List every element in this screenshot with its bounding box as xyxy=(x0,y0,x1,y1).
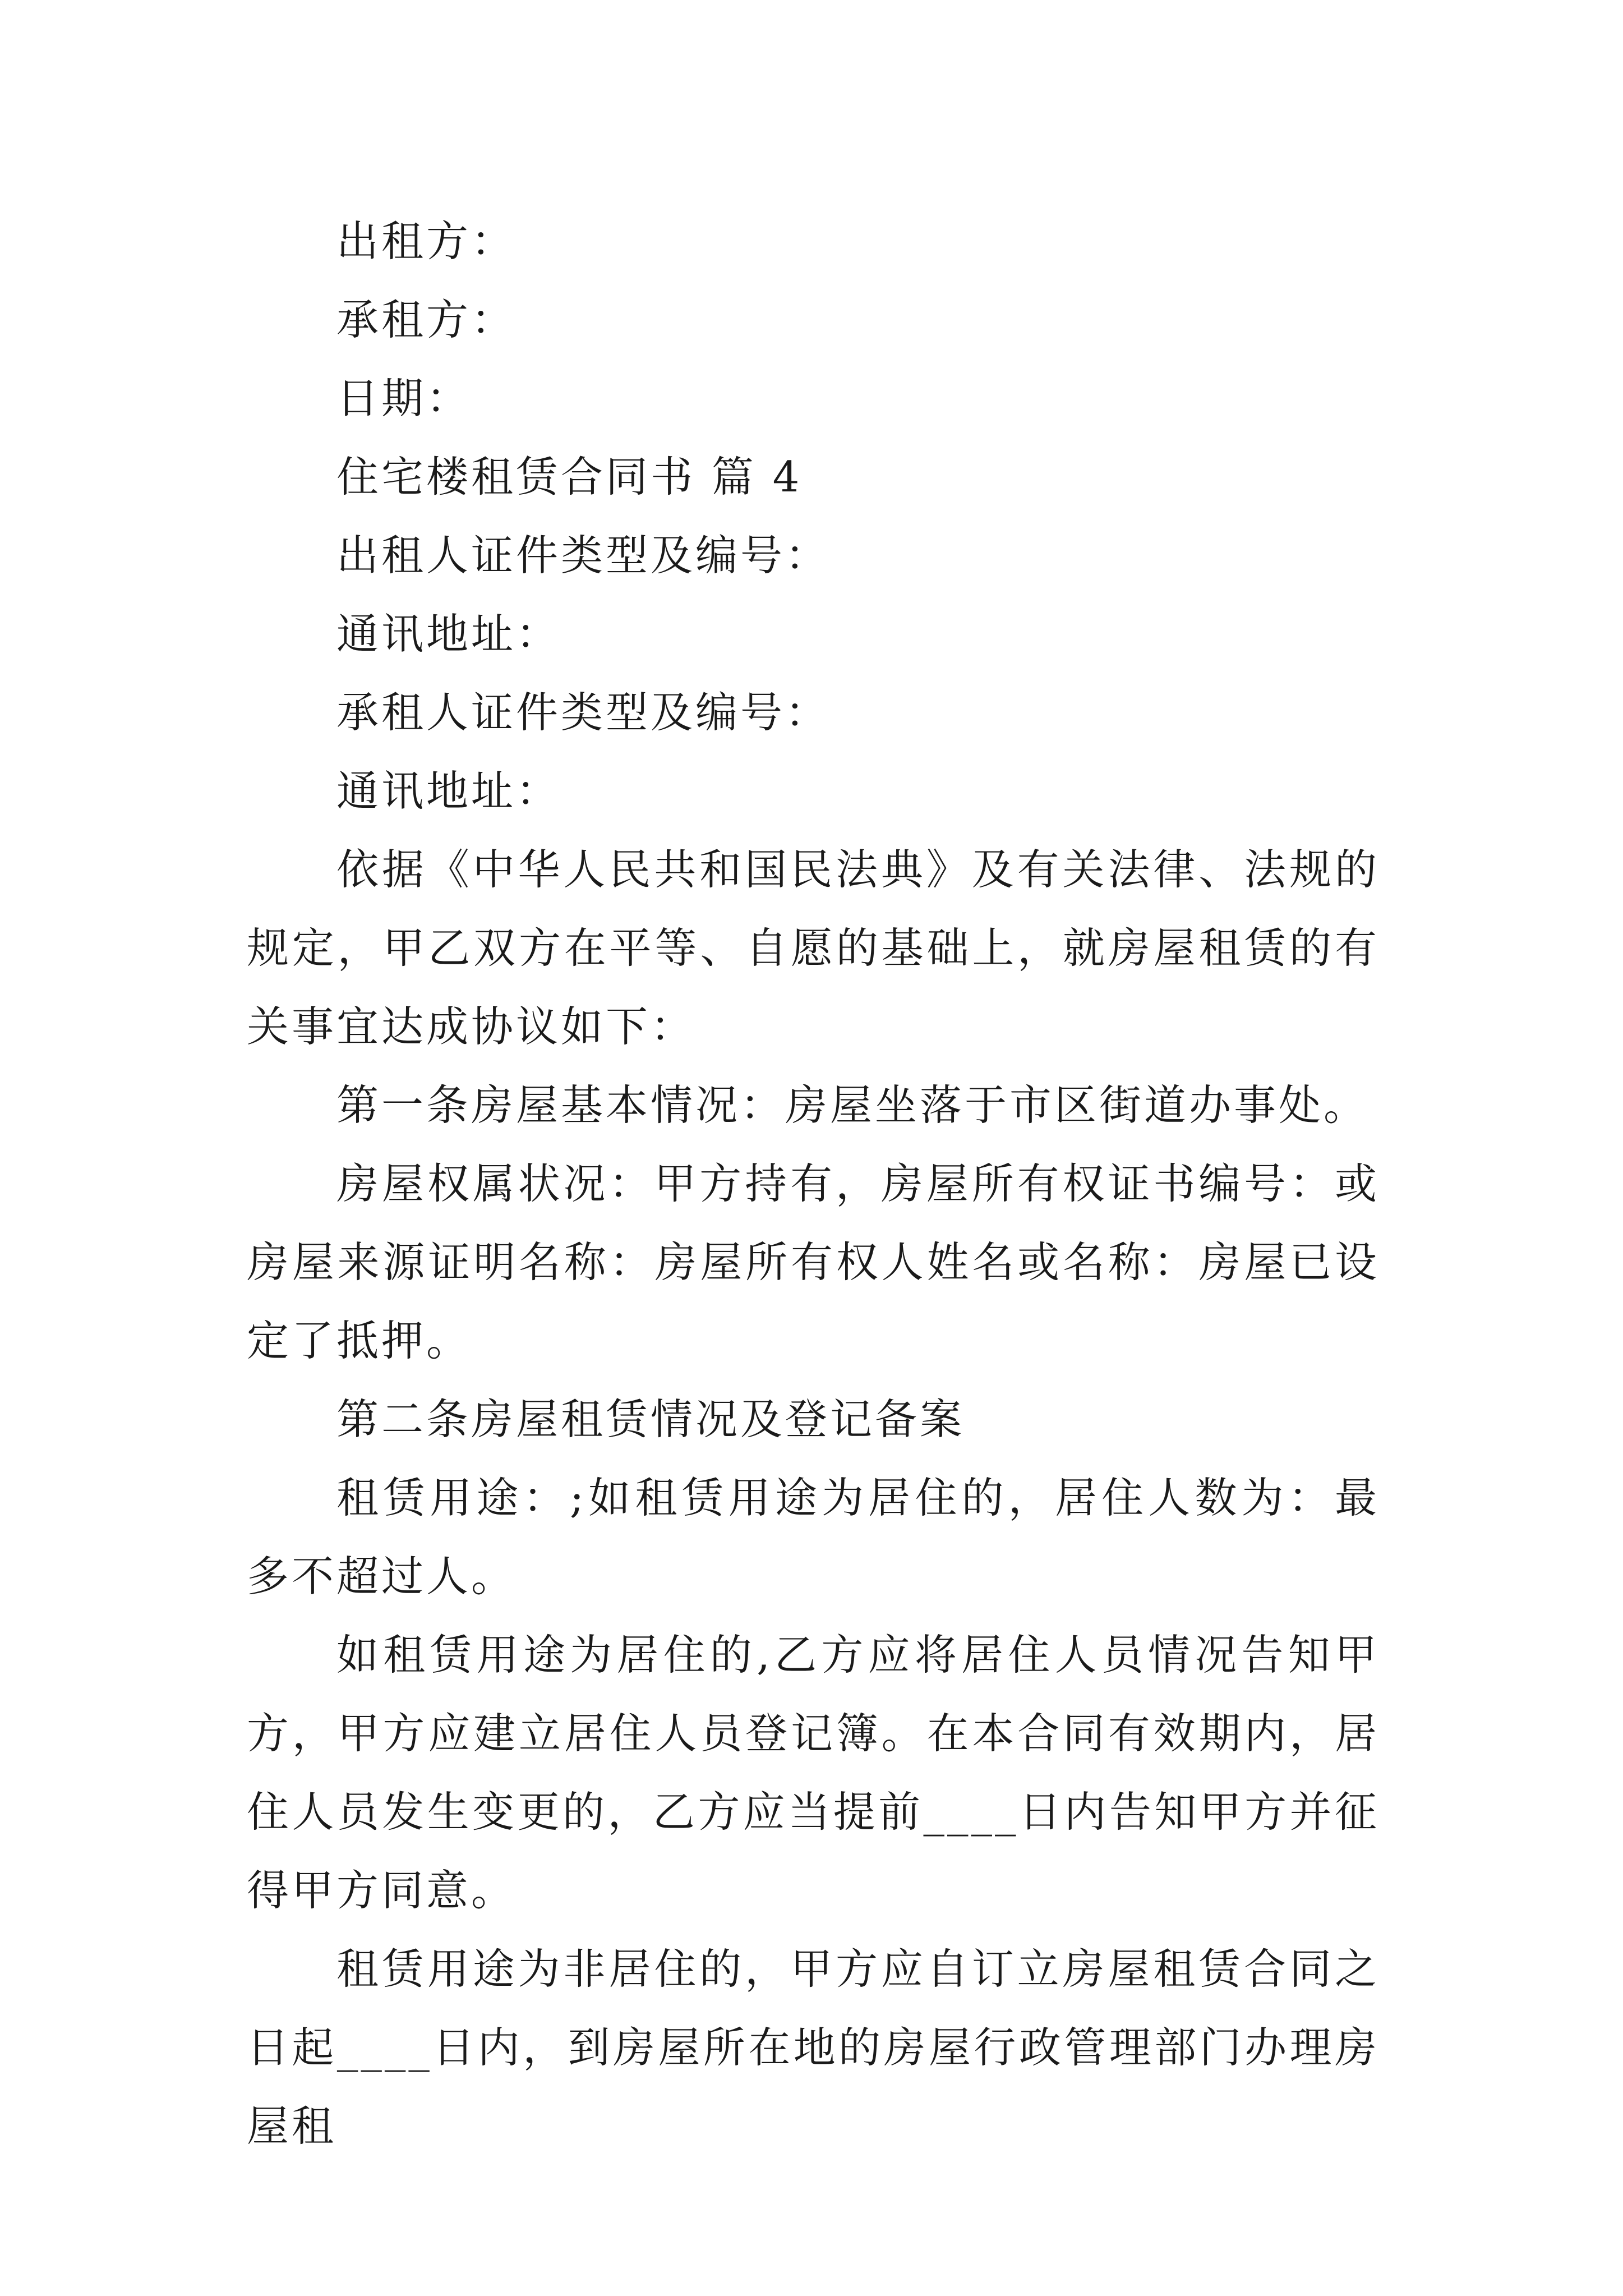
lessor-label: 出租方： xyxy=(336,217,517,266)
date-label: 日期： xyxy=(336,374,472,423)
lessee-label: 承租方： xyxy=(336,295,517,344)
lessor-address-label: 通讯地址： xyxy=(336,609,561,659)
ownership-paragraph: 房屋权属状况：甲方持有，房屋所有权证书编号：或房屋来源证明名称：房屋所有权人姓名或名称：房屋已设定了抵押。 xyxy=(247,1159,1380,1365)
section-title: 住宅楼租赁合同书 篇 4 xyxy=(336,452,803,501)
preamble-paragraph: 依据《中华人民共和国民法典》及有关法律、法规的规定，甲乙双方在平等、自愿的基础上，就房屋租赁的有关事宜达成协议如下： xyxy=(247,845,1380,1051)
lease-purpose-paragraph: 租赁用途：;如租赁用途为居住的，居住人数为：最多不超过人。 xyxy=(247,1473,1380,1601)
residential-paragraph: 如租赁用途为居住的,乙方应将居住人员情况告知甲方，甲方应建立居住人员登记簿。在本合同有效期内，居住人员发生变更的，乙方应当提前____日内告知甲方并征得甲方同意。 xyxy=(247,1630,1380,1915)
lessor-id-label: 出租人证件类型及编号： xyxy=(336,531,831,580)
document-body xyxy=(247,202,1380,2165)
lessee-address-label: 通讯地址： xyxy=(336,766,561,816)
lessee-id-label: 承租人证件类型及编号： xyxy=(336,688,831,737)
article-2-heading: 第二条房屋租赁情况及登记备案 xyxy=(336,1395,965,1444)
non-residential-paragraph: 租赁用途为非居住的，甲方应自订立房屋租赁合同之日起____日内，到房屋所在地的房屋行政管理部门办理房屋租 xyxy=(247,1944,1380,2151)
article-1-paragraph: 第一条房屋基本情况：房屋坐落于市区街道办事处。 xyxy=(336,1080,1369,1130)
